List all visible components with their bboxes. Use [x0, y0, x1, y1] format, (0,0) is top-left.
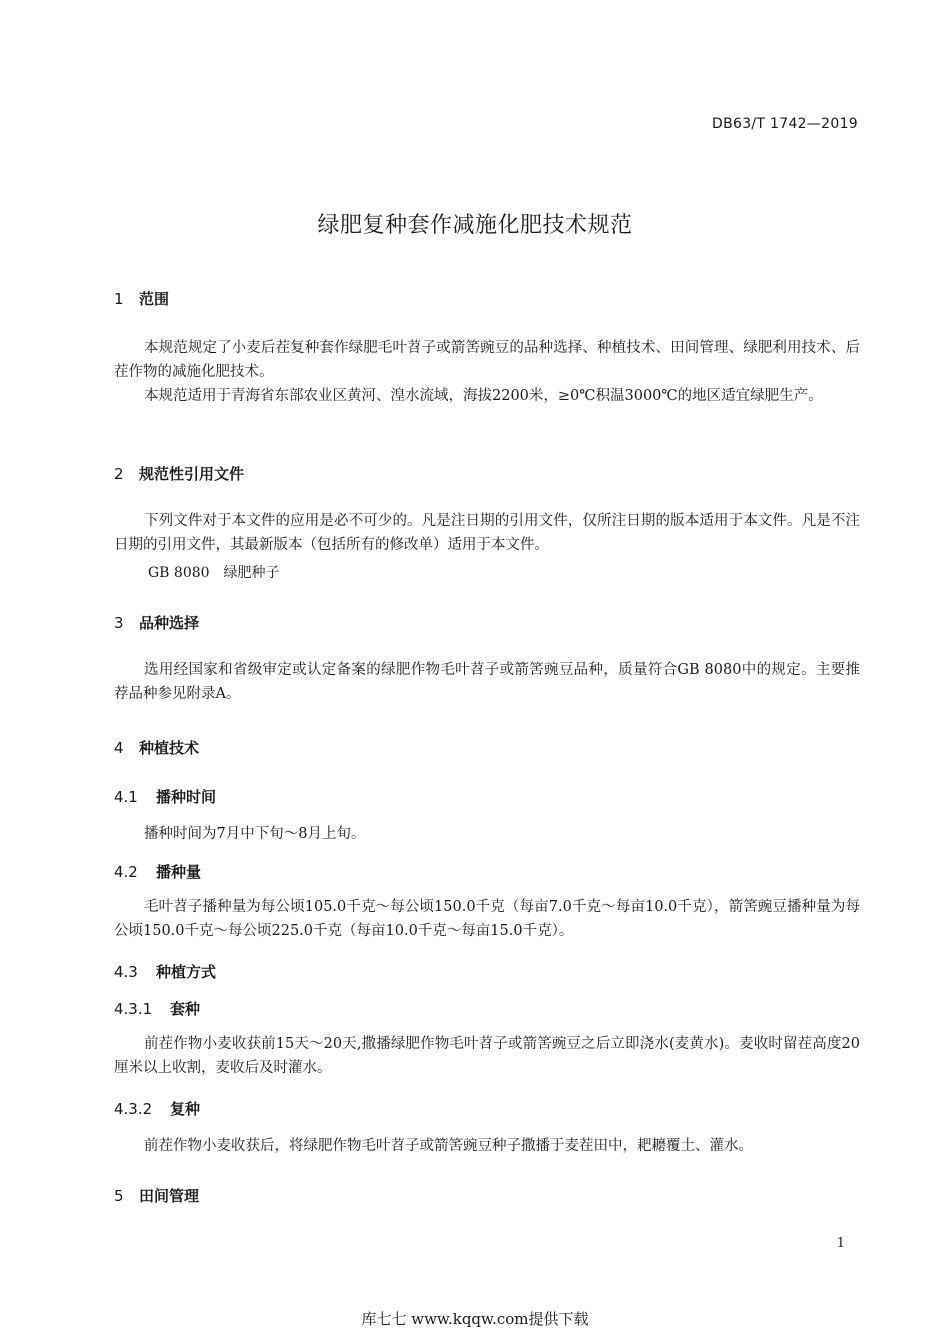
section-4-2-paragraph: 毛叶苕子播种量为每公顷105.0千克～每公顷150.0千克（每亩7.0千克～每亩10.0千克），箭筈豌豆播种量为每公顷150.0千克～每公顷225.0千克（每亩10.0千克～每亩15.0千克）。 — [114, 899, 860, 939]
section-title: 种植技术 — [139, 739, 200, 757]
section-3-heading — [114, 612, 199, 633]
section-title: 套种 — [170, 1000, 201, 1018]
section-4-3-heading — [114, 961, 216, 982]
section-title: 范围 — [139, 290, 170, 308]
section-4-3-1-heading — [114, 998, 200, 1019]
section-title: 播种量 — [156, 863, 202, 881]
section-number: 2 — [114, 465, 124, 483]
section-2-heading — [114, 463, 244, 484]
section-number: 4.1 — [114, 788, 138, 806]
section-number: 4.3.2 — [114, 1100, 153, 1118]
section-4-3-2-paragraph: 前茬作物小麦收获后，将绿肥作物毛叶苕子或箭筈豌豆种子撒播于麦茬田中，耙耱覆土、灌水。 — [144, 1138, 753, 1154]
section-number: 4.3 — [114, 963, 138, 981]
section-5-heading — [114, 1185, 199, 1206]
section-2-paragraph-1: 下列文件对于本文件的应用是必不可少的。凡是注日期的引用文件，仅所注日期的版本适用于本文件。凡是不注日期的引用文件，其最新版本（包括所有的修改单）适用于本文件。 — [114, 513, 860, 553]
section-number: 4 — [114, 739, 124, 757]
section-1-paragraph-1: 本规范规定了小麦后茬复种套作绿肥毛叶苕子或箭筈豌豆的品种选择、种植技术、田间管理、绿肥利用技术、后茬作物的减施化肥技术。 — [114, 340, 860, 380]
document-title: 绿肥复种套作减施化肥技术规范 — [317, 213, 633, 238]
section-4-1-paragraph: 播种时间为7月中下旬～8月上旬。 — [144, 826, 366, 842]
section-title: 播种时间 — [156, 788, 217, 806]
section-4-1-heading — [114, 786, 216, 807]
section-4-3-2-heading — [114, 1098, 200, 1119]
section-4-heading — [114, 737, 199, 758]
section-number: 5 — [114, 1187, 124, 1205]
download-footer: 库七七 www.kqqw.com提供下载 — [361, 1310, 589, 1328]
section-title: 种植方式 — [156, 963, 217, 981]
page-number: 1 — [836, 1236, 845, 1251]
standard-code: DB63/T 1742—2019 — [712, 116, 858, 132]
section-4-3-1-paragraph: 前茬作物小麦收获前15天～20天,撒播绿肥作物毛叶苕子或箭筈豌豆之后立即浇水(麦黄水)。麦收时留茬高度20厘米以上收割，麦收后及时灌水。 — [114, 1036, 860, 1076]
section-number: 4.3.1 — [114, 1000, 153, 1018]
section-title: 规范性引用文件 — [139, 465, 245, 483]
section-title: 品种选择 — [139, 614, 200, 632]
section-4-2-heading — [114, 861, 201, 882]
section-title: 田间管理 — [139, 1187, 200, 1205]
normative-reference: GB 8080 绿肥种子 — [148, 565, 280, 581]
section-number: 3 — [114, 614, 124, 632]
section-3-paragraph-1: 选用经国家和省级审定或认定备案的绿肥作物毛叶苕子或箭筈豌豆品种，质量符合GB 8080中的规定。主要推荐品种参见附录A。 — [114, 662, 860, 702]
section-number: 4.2 — [114, 863, 138, 881]
section-1-heading — [114, 288, 169, 309]
section-title: 复种 — [170, 1100, 201, 1118]
section-number: 1 — [114, 290, 124, 308]
section-1-paragraph-2: 本规范适用于青海省东部农业区黄河、湟水流域，海拔2200米，≥0℃积温3000℃的地区适宜绿肥生产。 — [144, 388, 823, 404]
